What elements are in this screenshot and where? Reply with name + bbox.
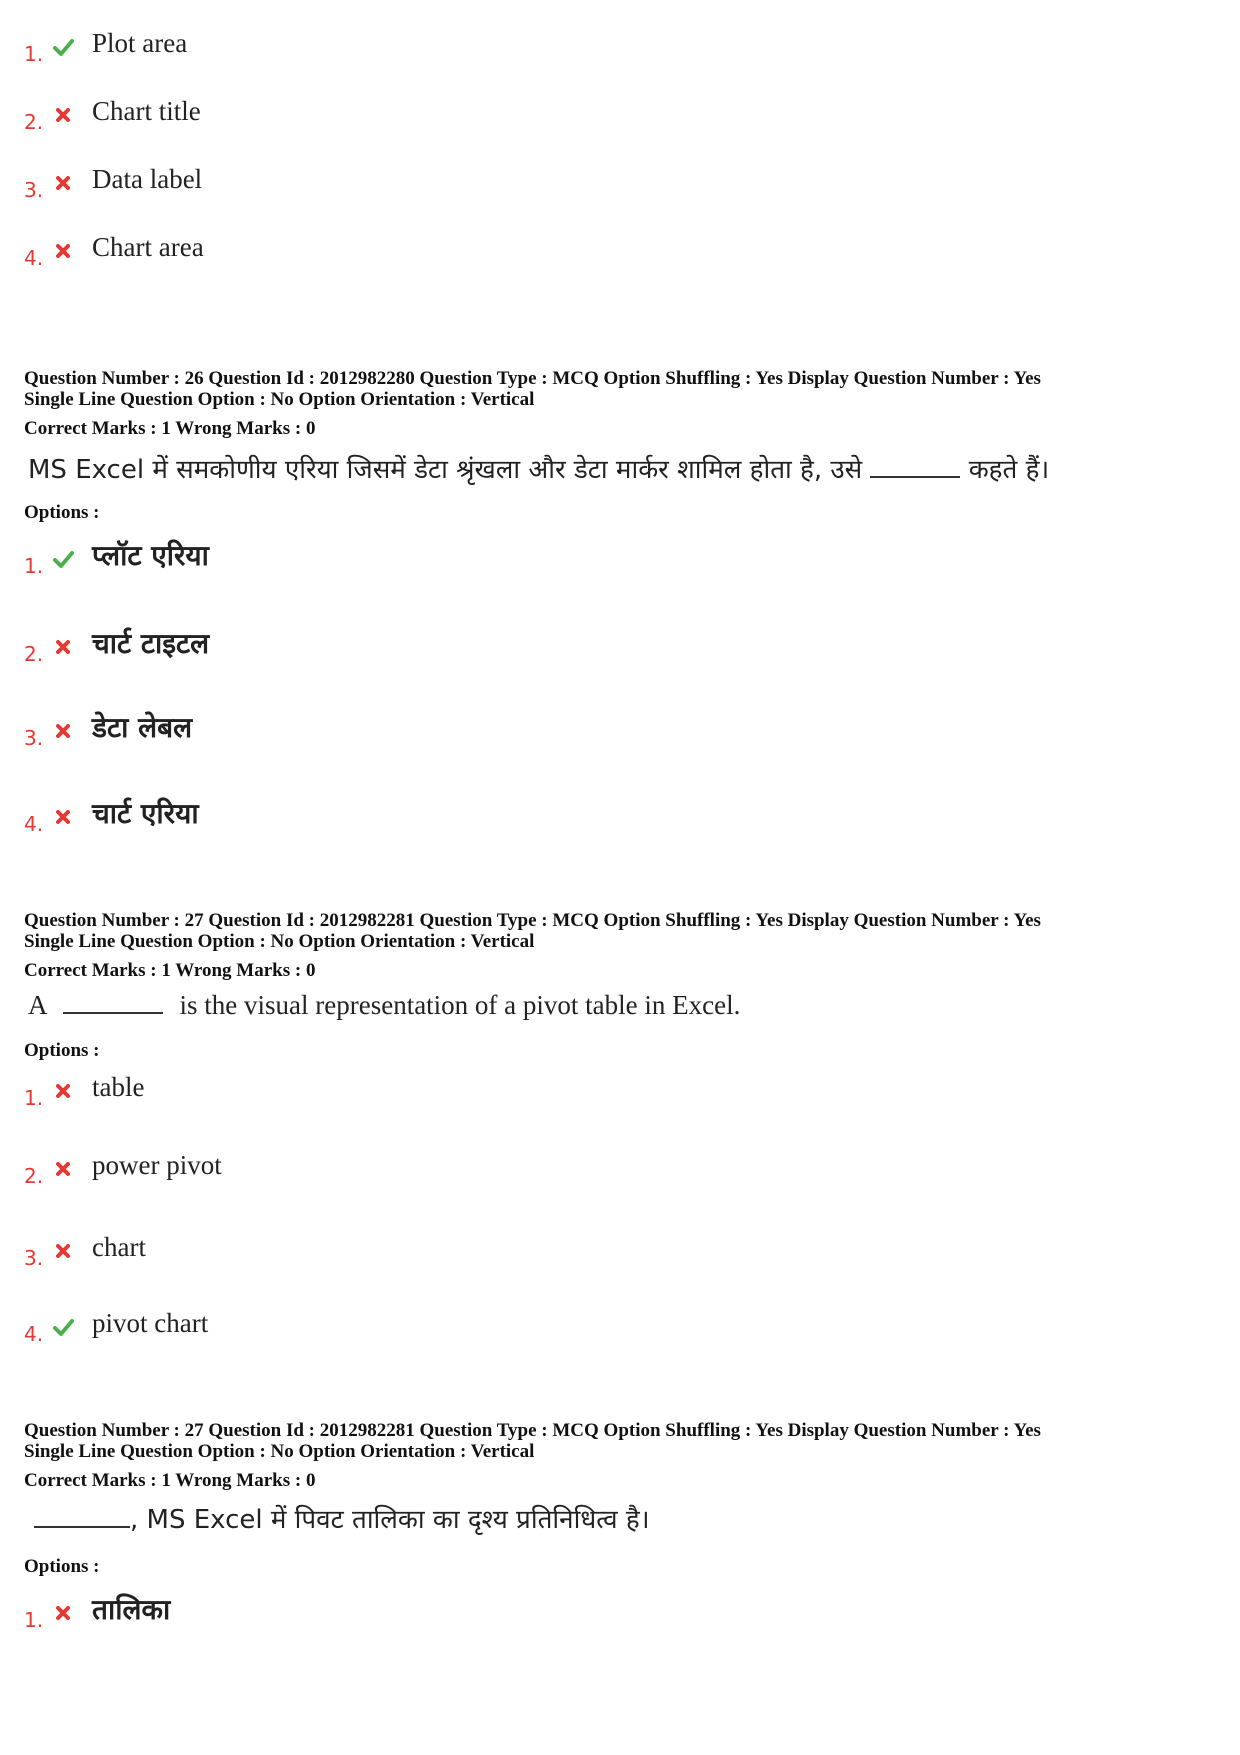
cross-icon: [52, 806, 74, 828]
list-item: [24, 1594, 924, 1634]
option-number: 3.: [24, 178, 44, 202]
question-marks: Correct Marks : 1 Wrong Marks : 0: [24, 418, 316, 439]
cross-icon: [52, 1602, 74, 1624]
option-text: table: [92, 1072, 145, 1102]
option-number: 2.: [24, 642, 44, 666]
option-number: 3.: [24, 726, 44, 750]
answer-blank: [63, 992, 163, 1014]
cross-icon: [52, 1240, 74, 1262]
list-item: [24, 540, 924, 580]
question-text-before: A: [28, 990, 47, 1020]
question-meta-line: Question Number : 27 Question Id : 2012982281 Question Type : MCQ Option Shuffling : Yes Display Question Number : Yes: [24, 910, 1041, 931]
option-number: 1.: [24, 554, 44, 578]
option-number: 2.: [24, 110, 44, 134]
question-meta-line: Single Line Question Option : No Option Orientation : Vertical: [24, 389, 535, 410]
option-text: प्लॉट एरिया: [92, 539, 209, 572]
list-item: [24, 164, 924, 204]
option-number: 1.: [24, 1086, 44, 1110]
option-number: 1.: [24, 42, 44, 66]
option-number: 3.: [24, 1246, 44, 1270]
question-marks: Correct Marks : 1 Wrong Marks : 0: [24, 960, 316, 981]
list-item: [24, 1308, 924, 1348]
list-item: [24, 628, 924, 668]
answer-blank: [34, 1506, 130, 1528]
check-icon: [52, 36, 74, 58]
option-text: Plot area: [92, 28, 188, 58]
cross-icon: [52, 1080, 74, 1102]
option-text: Chart title: [92, 96, 201, 126]
question-text: [34, 1500, 650, 1536]
cross-icon: [52, 636, 74, 658]
question-text-after: , MS Excel में पिवट तालिका का दृश्य प्रतिनिधित्व है।: [130, 1505, 650, 1535]
question-text-after: is the visual representation of a pivot table in Excel.: [179, 990, 741, 1020]
list-item: [24, 96, 924, 136]
answer-blank: [870, 456, 960, 478]
option-number: 4.: [24, 1322, 44, 1346]
option-text: pivot chart: [92, 1308, 209, 1338]
question-text-after: कहते हैं।: [968, 455, 1050, 485]
cross-icon: [52, 104, 74, 126]
list-item: [24, 232, 924, 272]
list-item: [24, 798, 924, 838]
list-item: [24, 28, 924, 68]
question-meta-line: Question Number : 27 Question Id : 2012982281 Question Type : MCQ Option Shuffling : Yes Display Question Number : Yes: [24, 1420, 1041, 1441]
option-text: power pivot: [92, 1150, 222, 1180]
option-number: 1.: [24, 1608, 44, 1632]
options-label: Options :: [24, 1556, 100, 1577]
list-item: [24, 1072, 924, 1112]
check-icon: [52, 1316, 74, 1338]
option-text: तालिका: [92, 1593, 171, 1626]
question-meta: [24, 1420, 1041, 1462]
option-text: चार्ट टाइटल: [92, 627, 210, 660]
option-text: चार्ट एरिया: [92, 797, 199, 830]
question-meta-line: Question Number : 26 Question Id : 2012982280 Question Type : MCQ Option Shuffling : Yes Display Question Number : Yes: [24, 368, 1041, 389]
list-item: [24, 712, 924, 752]
cross-icon: [52, 1158, 74, 1180]
question-meta: [24, 910, 1041, 952]
question-meta-line: Single Line Question Option : No Option Orientation : Vertical: [24, 1441, 535, 1462]
option-number: 4.: [24, 246, 44, 270]
option-text: Chart area: [92, 232, 204, 262]
list-item: [24, 1232, 924, 1272]
list-item: [24, 1150, 924, 1190]
question-meta-line: Single Line Question Option : No Option Orientation : Vertical: [24, 931, 535, 952]
question-text: [28, 450, 1049, 486]
option-number: 4.: [24, 812, 44, 836]
options-label: Options :: [24, 502, 100, 523]
question-meta: [24, 368, 1041, 410]
question-text: [28, 990, 740, 1021]
option-text: Data label: [92, 164, 203, 194]
cross-icon: [52, 720, 74, 742]
question-text-before: MS Excel में समकोणीय एरिया जिसमें डेटा श्रृंखला और डेटा मार्कर शामिल होता है, उसे: [28, 455, 863, 485]
option-text: डेटा लेबल: [92, 711, 193, 744]
cross-icon: [52, 172, 74, 194]
check-icon: [52, 548, 74, 570]
option-text: chart: [92, 1232, 146, 1262]
options-label: Options :: [24, 1040, 100, 1061]
option-number: 2.: [24, 1164, 44, 1188]
cross-icon: [52, 240, 74, 262]
question-marks: Correct Marks : 1 Wrong Marks : 0: [24, 1470, 316, 1491]
